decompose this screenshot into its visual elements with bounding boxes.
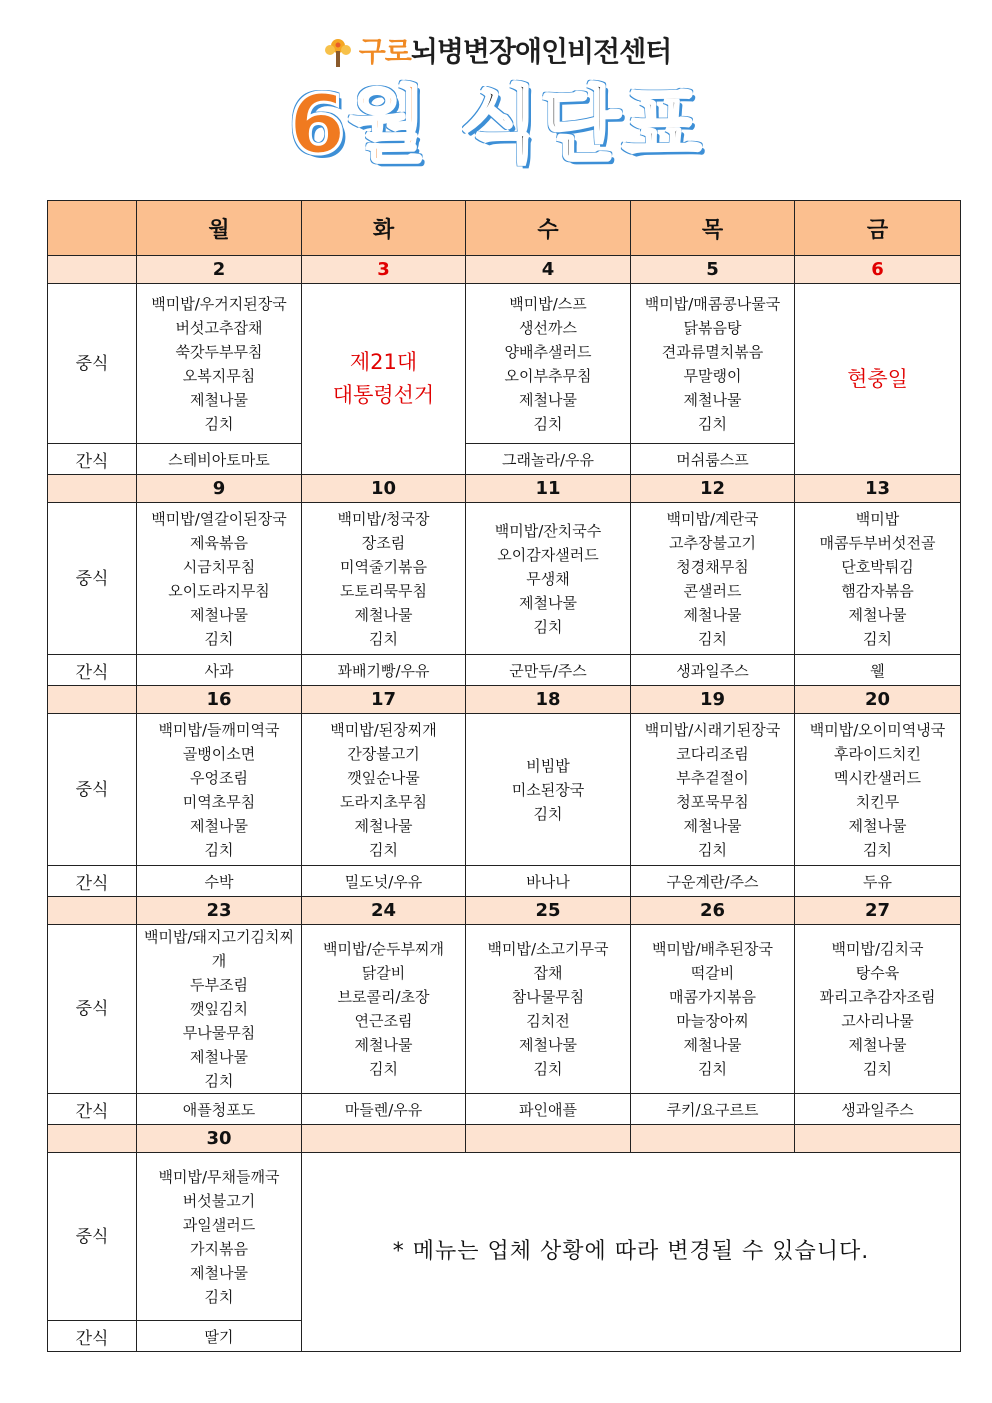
center-name-rest: 뇌병변장애인비전센터 [410, 35, 672, 68]
menu-item: 제철나물 [848, 1036, 907, 1054]
menu-item: 떡갈비 [690, 964, 735, 982]
snack-cell: 사과 [137, 655, 302, 686]
lunch-cell [466, 284, 631, 444]
snack-label: 간식 [48, 1094, 137, 1125]
menu-item: 무말랭이 [683, 366, 742, 385]
menu-item: 연근조림 [354, 1012, 413, 1030]
lunch-cell [302, 503, 466, 655]
menu-item: 과일샐러드 [182, 1215, 256, 1234]
menu-item: 백미밥/김치국 [831, 940, 924, 958]
snack-cell: 수박 [137, 866, 302, 897]
date-cell: 13 [795, 475, 961, 503]
menu-item: 멕시칸샐러드 [834, 768, 921, 787]
date-cell: 3 [302, 256, 466, 284]
menu-item: 제철나물 [190, 816, 248, 835]
menu-notice: * 메뉴는 업체 상황에 따라 변경될 수 있습니다. [302, 1153, 961, 1352]
menu-item: 제철나물 [683, 1036, 742, 1054]
menu-item: 백미밥/순두부찌개 [323, 940, 444, 958]
menu-item: 생선까스 [519, 318, 577, 337]
date-cell: 23 [137, 897, 302, 925]
date-row-label [48, 686, 137, 714]
date-cell: 10 [302, 475, 466, 503]
lunch-cell [795, 714, 961, 866]
menu-item: 닭갈비 [361, 964, 406, 982]
tree-logo-icon [321, 36, 355, 70]
page-header [0, 0, 992, 200]
menu-item: 견과류멸치볶음 [661, 342, 764, 361]
menu-item: 가지볶음 [190, 1239, 248, 1258]
menu-item: 도토리묵무침 [340, 581, 427, 600]
menu-item: 오이감자샐러드 [497, 545, 599, 564]
title-word: 식단표 [459, 78, 704, 173]
snack-cell: 머쉬룸스프 [631, 444, 795, 475]
date-cell: 30 [137, 1125, 302, 1153]
menu-item: 미역초무침 [182, 792, 256, 811]
menu-item: 간장불고기 [347, 744, 420, 763]
lunch-row [48, 1153, 961, 1321]
date-row-label [48, 256, 137, 284]
menu-item: 백미밥/배추된장국 [652, 940, 773, 958]
weekday-thu: 목 [631, 201, 795, 256]
snack-cell: 스테비아토마토 [137, 444, 302, 475]
date-row-label [48, 897, 137, 925]
page-title [0, 76, 992, 176]
menu-item: 백미밥/들깨미역국 [158, 720, 280, 739]
lunch-cell [137, 714, 302, 866]
menu-item: 무생채 [526, 569, 570, 588]
menu-item: 코다리조림 [676, 744, 749, 763]
lunch-cell [137, 925, 302, 1094]
date-row [48, 897, 961, 925]
date-row-label [48, 475, 137, 503]
menu-item: 쑥갓두부무침 [175, 342, 263, 361]
menu-item: 청포묵무침 [676, 792, 749, 811]
lunch-cell [302, 925, 466, 1094]
menu-item: 단호박튀김 [841, 557, 914, 576]
weekday-header-row [48, 201, 961, 256]
snack-cell: 쿠키/요구르트 [631, 1094, 795, 1125]
menu-item: 백미밥/매콤콩나물국 [644, 294, 781, 313]
date-row [48, 256, 961, 284]
lunch-cell [631, 503, 795, 655]
menu-item: 후라이드치킨 [834, 744, 921, 763]
date-cell: 6 [795, 256, 961, 284]
date-cell [466, 1125, 631, 1153]
menu-item: 김치 [533, 414, 563, 433]
menu-item: 오이도라지무침 [168, 581, 270, 600]
menu-item: 두부조림 [190, 976, 248, 994]
weekday-wed: 수 [466, 201, 631, 256]
menu-item: 비빔밥 [526, 756, 570, 775]
menu-item: 제철나물 [354, 605, 413, 624]
menu-item: 김치 [863, 840, 892, 859]
menu-item: 백미밥/된장찌개 [330, 720, 437, 739]
lunch-label: 중식 [48, 503, 137, 655]
snack-row [48, 655, 961, 686]
menu-item: 제철나물 [190, 390, 248, 409]
menu-item: 제철나물 [683, 816, 742, 835]
snack-cell: 밀도넛/우유 [302, 866, 466, 897]
menu-item: 김치 [204, 629, 234, 648]
menu-item: 김치 [204, 414, 234, 433]
menu-item: 버섯고추잡채 [175, 318, 263, 337]
date-cell: 27 [795, 897, 961, 925]
memorial-day-cell [795, 284, 961, 475]
menu-item: 백미밥 [855, 509, 900, 528]
date-cell: 2 [137, 256, 302, 284]
menu-item: 잡채 [533, 964, 563, 982]
menu-item: 김치 [533, 804, 563, 823]
snack-cell: 웰 [795, 655, 961, 686]
menu-item: 제철나물 [354, 816, 413, 835]
date-cell: 25 [466, 897, 631, 925]
menu-item: 백미밥/계란국 [666, 509, 759, 528]
menu-table [47, 200, 961, 1352]
date-cell: 4 [466, 256, 631, 284]
menu-item: 미역줄기볶음 [340, 557, 427, 576]
snack-cell: 파인애플 [466, 1094, 631, 1125]
menu-item: 제철나물 [848, 816, 907, 835]
menu-item: 제철나물 [519, 593, 577, 612]
menu-item: 우엉조림 [190, 768, 248, 787]
menu-item: 김치 [698, 629, 727, 648]
menu-item: 장조림 [361, 533, 406, 552]
lunch-cell [631, 714, 795, 866]
snack-cell: 생과일주스 [795, 1094, 961, 1125]
date-cell [795, 1125, 961, 1153]
menu-item: 콘샐러드 [683, 581, 742, 600]
lunch-cell [795, 925, 961, 1094]
menu-item: 제철나물 [354, 1036, 413, 1054]
date-cell: 24 [302, 897, 466, 925]
menu-item: 백미밥/소고기무국 [487, 940, 609, 958]
lunch-row [48, 284, 961, 444]
menu-item: 제철나물 [190, 1263, 248, 1282]
menu-item: 미소된장국 [511, 780, 585, 799]
menu-item: 탕수육 [855, 964, 900, 982]
menu-item: 고사리나물 [841, 1012, 914, 1030]
lunch-row [48, 503, 961, 655]
lunch-cell [466, 925, 631, 1094]
date-cell: 16 [137, 686, 302, 714]
weekday-fri: 금 [795, 201, 961, 256]
lunch-cell [631, 284, 795, 444]
menu-item: 햄감자볶음 [841, 581, 914, 600]
menu-item: 백미밥/잔치국수 [494, 521, 602, 540]
menu-item: 김치 [863, 1060, 892, 1078]
snack-cell: 딸기 [137, 1321, 302, 1352]
menu-item: 매콤두부버섯전골 [819, 533, 936, 552]
menu-item: 매콤가지볶음 [669, 988, 756, 1006]
lunch-cell [631, 925, 795, 1094]
menu-item: 김치 [533, 617, 563, 636]
snack-cell: 꽈배기빵/우유 [302, 655, 466, 686]
menu-item: 브로콜리/초장 [337, 988, 430, 1006]
menu-item: 김치 [204, 1287, 234, 1306]
snack-row [48, 866, 961, 897]
center-name [0, 30, 992, 70]
date-cell [302, 1125, 466, 1153]
snack-cell: 생과일주스 [631, 655, 795, 686]
lunch-cell [795, 503, 961, 655]
snack-cell: 애플청포도 [137, 1094, 302, 1125]
lunch-cell [466, 503, 631, 655]
date-row-label [48, 1125, 137, 1153]
menu-item: 백미밥/청국장 [337, 509, 430, 528]
menu-item: 김치 [698, 1060, 727, 1078]
menu-item: 오이부추무침 [504, 366, 592, 385]
menu-item: 제육볶음 [190, 533, 248, 552]
date-cell: 9 [137, 475, 302, 503]
date-cell: 17 [302, 686, 466, 714]
snack-label: 간식 [48, 655, 137, 686]
weekday-tue: 화 [302, 201, 466, 256]
weekday-mon: 월 [137, 201, 302, 256]
snack-cell: 군만두/주스 [466, 655, 631, 686]
menu-item: 김치 [204, 1072, 234, 1090]
lunch-cell [302, 714, 466, 866]
date-row [48, 1125, 961, 1153]
date-row [48, 475, 961, 503]
lunch-label: 중식 [48, 714, 137, 866]
menu-item: 김치 [863, 629, 892, 648]
snack-cell: 바나나 [466, 866, 631, 897]
menu-item: 김치전 [526, 1012, 570, 1030]
lunch-label: 중식 [48, 1153, 137, 1321]
lunch-row [48, 714, 961, 866]
lunch-row [48, 925, 961, 1094]
lunch-label: 중식 [48, 925, 137, 1094]
menu-item: 김치 [369, 629, 398, 648]
menu-item: 양배추샐러드 [504, 342, 592, 361]
snack-row [48, 1094, 961, 1125]
snack-cell: 두유 [795, 866, 961, 897]
holiday-text: 대통령선거 [332, 383, 435, 407]
menu-item: 고추장불고기 [669, 533, 756, 552]
menu-item: 백미밥/오이미역냉국 [809, 720, 946, 739]
snack-label: 간식 [48, 866, 137, 897]
menu-item: 백미밥/시래기된장국 [644, 720, 781, 739]
date-cell: 12 [631, 475, 795, 503]
menu-item: 오복지무침 [182, 366, 256, 385]
menu-item: 백미밥/무채들깨국 [158, 1167, 280, 1186]
date-cell: 19 [631, 686, 795, 714]
menu-item: 깻잎김치 [190, 1000, 248, 1018]
menu-item: 제철나물 [683, 390, 742, 409]
menu-item: 김치 [369, 1060, 398, 1078]
lunch-cell [466, 714, 631, 866]
menu-item: 골뱅이소면 [182, 744, 256, 763]
date-cell: 18 [466, 686, 631, 714]
lunch-label: 중식 [48, 284, 137, 444]
menu-item: 시금치무침 [182, 557, 256, 576]
date-cell: 26 [631, 897, 795, 925]
menu-item: 김치 [369, 840, 398, 859]
snack-cell: 마들렌/우유 [302, 1094, 466, 1125]
menu-item: 제철나물 [190, 605, 248, 624]
menu-item: 백미밥/열갈이된장국 [151, 509, 287, 528]
title-month: 6월 [288, 78, 430, 173]
holiday-text: 현충일 [847, 366, 908, 391]
menu-item: 김치 [698, 840, 727, 859]
menu-item: 청경채무침 [676, 557, 749, 576]
snack-cell: 그래놀라/우유 [466, 444, 631, 475]
menu-item: 제철나물 [519, 390, 577, 409]
menu-item: 버섯불고기 [182, 1191, 256, 1210]
menu-item: 참나물무침 [511, 988, 585, 1006]
snack-label: 간식 [48, 444, 137, 475]
menu-item: 꽈리고추감자조림 [819, 988, 936, 1006]
lunch-cell [137, 284, 302, 444]
date-cell: 11 [466, 475, 631, 503]
corner-cell [48, 201, 137, 256]
menu-item: 제철나물 [848, 605, 907, 624]
lunch-cell [137, 503, 302, 655]
snack-label: 간식 [48, 1321, 137, 1352]
menu-item: 제철나물 [190, 1048, 248, 1066]
election-day-cell [302, 284, 466, 475]
date-row [48, 686, 961, 714]
snack-cell: 구운계란/주스 [631, 866, 795, 897]
menu-item: 김치 [204, 840, 234, 859]
holiday-text: 제21대 [349, 350, 418, 374]
menu-item: 제철나물 [683, 605, 742, 624]
menu-item: 부추겉절이 [676, 768, 749, 787]
menu-item: 치킨무 [855, 792, 900, 811]
menu-item: 닭볶음탕 [683, 318, 742, 337]
lunch-cell [137, 1153, 302, 1321]
menu-item: 도라지초무침 [340, 792, 427, 811]
menu-item: 제철나물 [519, 1036, 577, 1054]
menu-item: 김치 [533, 1060, 563, 1078]
menu-item: 마늘장아찌 [676, 1012, 749, 1030]
menu-item: 무나물무침 [182, 1024, 256, 1042]
menu-item: 김치 [698, 414, 727, 433]
date-cell [631, 1125, 795, 1153]
date-cell: 20 [795, 686, 961, 714]
date-cell: 5 [631, 256, 795, 284]
menu-item: 백미밥/돼지고기김치찌개 [144, 928, 294, 970]
menu-item: 깻잎순나물 [347, 768, 420, 787]
menu-item: 백미밥/스프 [509, 294, 587, 313]
menu-item: 백미밥/우거지된장국 [151, 294, 287, 313]
center-name-prefix: 구로 [358, 35, 411, 68]
